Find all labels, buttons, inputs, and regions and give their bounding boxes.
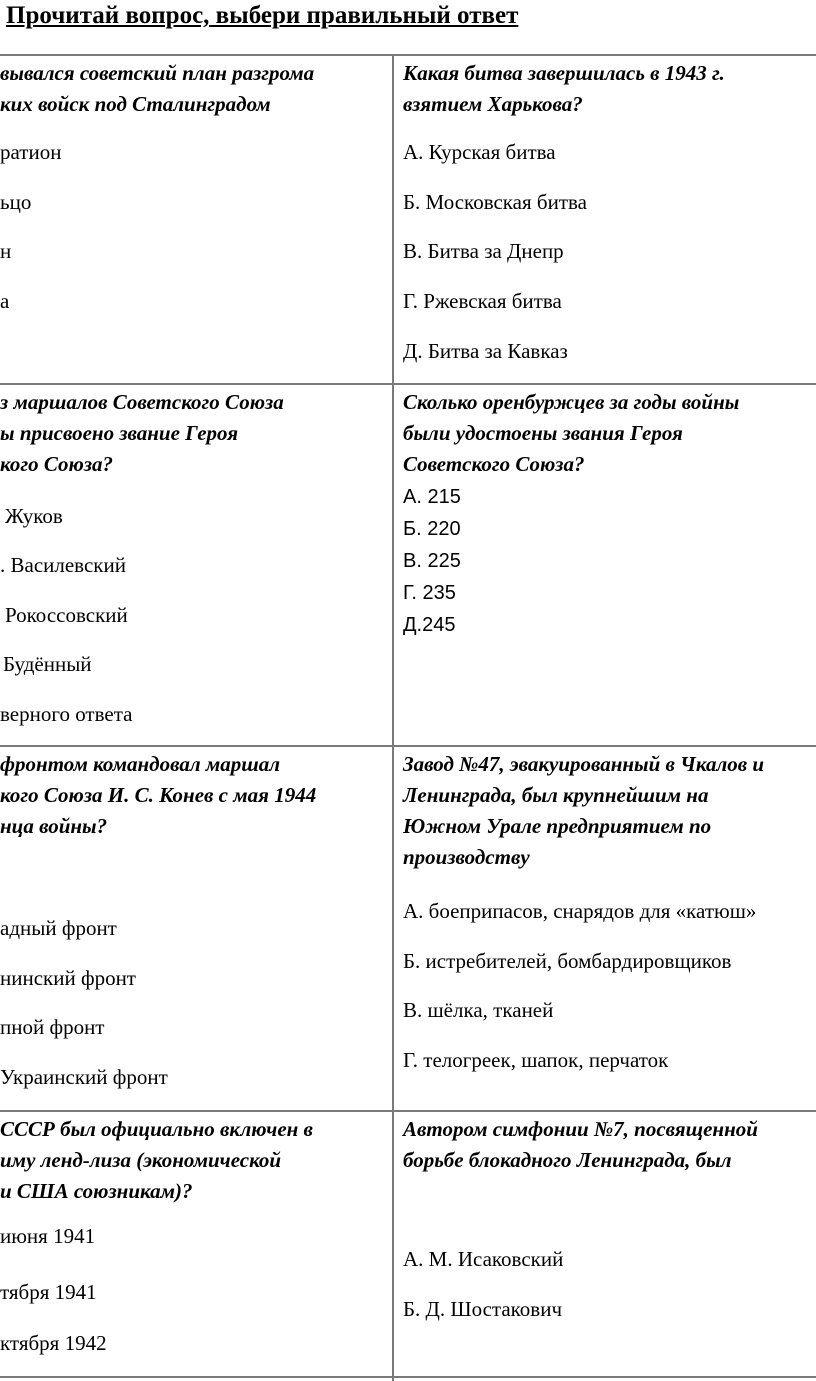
answer-option[interactable]: А. 215 (403, 486, 461, 508)
answer-option[interactable]: Г. телогреек, шапок, перчаток (403, 1048, 669, 1072)
answer-option[interactable]: н (0, 239, 12, 263)
answer-option[interactable]: Г. 235 (403, 582, 456, 604)
answer-option[interactable]: В. шёлка, тканей (403, 998, 554, 1022)
question-cell-konev (0, 747, 392, 1110)
answer-option[interactable]: Д. Битва за Кавказ (403, 339, 568, 363)
question-text: СССР был официально включен в иму ленд-лиза (экономической и США союзникам)? (0, 1117, 313, 1203)
answer-option[interactable]: Г. Ржевская битва (403, 289, 562, 313)
answer-option[interactable]: Б. 220 (403, 518, 461, 540)
answer-option[interactable]: нинский фронт (0, 966, 136, 990)
question-text: вывался советский план разгрома ких войск под Сталинградом (0, 61, 315, 116)
answer-option[interactable]: Жуков (5, 504, 63, 528)
answer-option[interactable]: а (0, 289, 10, 313)
column-divider (392, 54, 394, 1381)
question-cell-marshals (0, 385, 392, 745)
question-text: з маршалов Советского Союза ы присвоено звание Героя кого Союза? (0, 390, 284, 476)
answer-option[interactable]: июня 1941 (0, 1224, 96, 1248)
answer-option[interactable]: верного ответа (0, 702, 133, 726)
question-text: фронтом командовал маршал кого Союза И. С. Конев с мая 1944 нца войны? (0, 752, 317, 838)
answer-option[interactable]: Рокоссовский (5, 603, 128, 627)
answer-option[interactable]: А. боеприпасов, снарядов для «катюш» (403, 899, 757, 923)
question-cell-orenburg-heroes (401, 385, 816, 745)
question-cell-lend-lease (0, 1112, 392, 1376)
answer-option[interactable]: А. Курская битва (403, 140, 556, 164)
answer-option[interactable]: А. М. Исаковский (403, 1247, 564, 1271)
answer-option[interactable]: Б. Д. Шостакович (403, 1297, 563, 1321)
answer-option[interactable]: адный фронт (0, 916, 117, 940)
answer-option[interactable]: Б. Московская битва (403, 190, 587, 214)
answer-option[interactable]: В. 225 (403, 550, 461, 572)
table-border-bottom (0, 1376, 816, 1378)
question-text: Завод №47, эвакуированный в Чкалов и Ленинграда, был крупнейшим на Южном Урале предприятием по производству (403, 752, 765, 869)
question-cell-plant-47 (401, 747, 816, 1110)
answer-option[interactable]: Б. истребителей, бомбардировщиков (403, 949, 732, 973)
answer-option[interactable]: Д.245 (403, 614, 456, 636)
answer-option[interactable]: тября 1941 (0, 1280, 97, 1304)
question-cell-kharkov (401, 56, 816, 383)
answer-option[interactable]: Будённый (3, 652, 92, 676)
question-cell-stalingrad (0, 56, 392, 383)
answer-option[interactable]: В. Битва за Днепр (403, 239, 564, 263)
answer-option[interactable]: пной фронт (0, 1015, 105, 1039)
question-text: Сколько оренбуржцев за годы войны были удостоены звания Героя Советского Союза? (403, 390, 740, 476)
question-text: Автором симфонии №7, посвященной борьбе блокадного Ленинграда, был (403, 1117, 758, 1172)
answer-option[interactable]: . Василевский (0, 553, 126, 577)
question-cell-symphony-7 (401, 1112, 816, 1376)
answer-option[interactable]: ьцо (0, 190, 32, 214)
answer-option[interactable]: ктября 1942 (0, 1331, 107, 1355)
answer-option[interactable]: Украинский фронт (0, 1065, 168, 1089)
page-title: Прочитай вопрос, выбери правильный ответ (6, 2, 519, 29)
question-text: Какая битва завершилась в 1943 г. взятием Харькова? (403, 61, 725, 116)
answer-option[interactable]: ратион (0, 140, 62, 164)
